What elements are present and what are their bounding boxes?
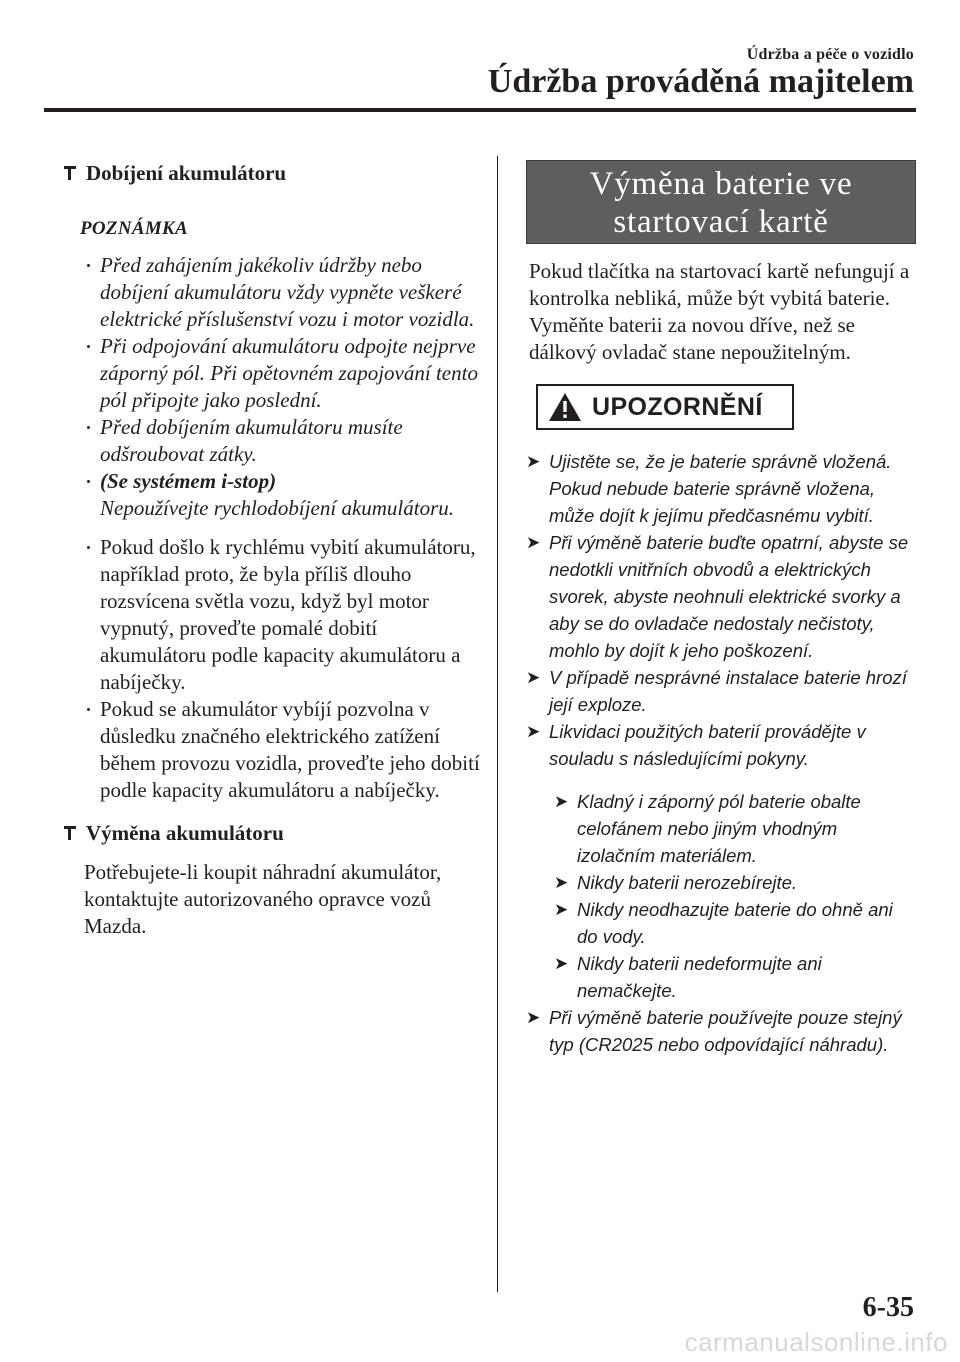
banner-line: Výměna baterie ve: [589, 166, 853, 202]
intro-paragraph: [529, 258, 918, 366]
caution-item: [526, 1004, 918, 1058]
left-column: [62, 160, 480, 940]
caution-box: [536, 384, 794, 430]
watermark: carmanualsonline.info: [684, 1327, 948, 1357]
note-text: Před dobíjením akumulátoru musíte odšroubovat zátky.: [100, 415, 403, 466]
intro-text-2: Vyměňte baterii za novou dříve, než se dálkový ovladač stane nepoužitelným.: [529, 313, 855, 364]
list-item: [62, 696, 480, 804]
caution-text: Nikdy baterii nedeformujte ani nemačkejte.: [577, 953, 822, 1001]
note-list: [62, 252, 480, 522]
right-column: [512, 160, 918, 1058]
arrow-right-icon: ➤: [526, 1008, 541, 1027]
caution-item: [526, 718, 918, 772]
arrow-right-icon: ➤: [554, 900, 569, 919]
section-heading-charging: [62, 160, 480, 187]
caution-text: V případě nesprávné instalace baterie hrozí její exploze.: [549, 667, 907, 715]
section-title: Dobíjení akumulátoru: [86, 161, 287, 185]
caution-text: Při výměně baterie používejte pouze stejný typ (CR2025 nebo odpovídající náhradu).: [549, 1007, 902, 1055]
note-istop-head: (Se systémem i-stop): [100, 469, 277, 493]
arrow-right-icon: ➤: [554, 792, 569, 811]
note-text: Při odpojování akumulátoru odpojte nejprve záporný pól. Při opětovném zapojování tento pól připojte jako poslední.: [100, 334, 478, 412]
caution-item: [526, 448, 918, 529]
page-number: 6-35: [862, 1292, 914, 1323]
header-rule: [44, 108, 916, 112]
column-divider: [497, 156, 498, 1292]
arrow-right-icon: ➤: [526, 452, 541, 471]
bullet-icon: [87, 546, 90, 549]
note-label: POZNÁMKA: [80, 218, 188, 239]
note-item: [62, 468, 480, 522]
list-item-text: Pokud se akumulátor vybíjí pozvolna v důsledku značného elektrického zatížení během provozu vozidla, proveďte jeho dobití podle kapacity akumulátoru a nabíječky.: [100, 697, 480, 802]
arrow-right-icon: ➤: [554, 873, 569, 892]
bullet-icon: [87, 345, 90, 348]
caution-text: Likvidaci použitých baterií provádějte v souladu s následujícími pokyny.: [549, 721, 866, 769]
sub-caution-item: [554, 896, 918, 950]
sub-caution-item: [554, 788, 918, 869]
sub-caution-item: [554, 950, 918, 1004]
section-marker-icon: [64, 826, 76, 840]
list-item-text: Pokud došlo k rychlému vybití akumulátoru, například proto, že byla příliš dlouho rozsvícena světla vozu, když byl motor vypnutý, proveďte pomalé dobití akumulátoru podle kapacity akumulátoru a nabíječky.: [100, 535, 476, 694]
caution-text: Při výměně baterie buďte opatrní, abyste se nedotkli vnitřních obvodů a elektrických svorek, abyste neohnuli elektrické svorky a aby se do ovladače nedostaly nečistoty, mohlo by dojít k jeho poškození.: [549, 532, 909, 661]
warning-triangle-icon: [548, 392, 582, 422]
arrow-right-icon: ➤: [526, 722, 541, 741]
page-title: Údržba prováděná majitelem: [487, 63, 914, 100]
section-marker-icon: [64, 166, 76, 180]
section-title: Výměna akumulátoru: [86, 821, 284, 845]
note-item: [62, 414, 480, 468]
arrow-right-icon: ➤: [526, 533, 541, 552]
caution-text: Kladný i záporný pól baterie obalte celofánem nebo jiným vhodným izolačním materiálem.: [577, 791, 861, 866]
caution-text: Nikdy baterii nerozebírejte.: [577, 872, 798, 893]
section-banner: [526, 160, 916, 244]
list-item: [62, 534, 480, 696]
caution-item: [526, 664, 918, 718]
sub-caution-item: [554, 869, 918, 896]
paragraph: Potřebujete-li koupit náhradní akumulátor, kontaktujte autorizovaného opravce vozů Mazda.: [84, 860, 442, 938]
caution-item: [526, 529, 918, 664]
note-text: Před zahájením jakékoliv údržby nebo dobíjení akumulátoru vždy vypněte veškeré elektrické příslušenství vozu i motor vozidla.: [100, 253, 475, 331]
charging-list: [62, 534, 480, 804]
arrow-right-icon: ➤: [526, 668, 541, 687]
note-istop-text: Nepoužívejte rychlodobíjení akumulátoru.: [100, 496, 455, 520]
arrow-right-icon: ➤: [554, 954, 569, 973]
caution-text: Ujistěte se, že je baterie správně vložená. Pokud nebude baterie správně vložena, může dojít k jejímu předčasnému vybití.: [549, 451, 892, 526]
note-item: [62, 333, 480, 414]
caution-text: Nikdy neodhazujte baterie do ohně ani do vody.: [577, 899, 893, 947]
bullet-icon: [87, 708, 90, 711]
section-heading-replacement: [62, 820, 480, 847]
header-section-name: Údržba a péče o vozidlo: [746, 46, 914, 63]
note-item: [62, 252, 480, 333]
caution-label: UPOZORNĚNÍ: [592, 392, 763, 421]
banner-line: startovací kartě: [613, 204, 829, 240]
caution-list: [526, 448, 918, 1058]
intro-text: Pokud tlačítka na startovací kartě nefungují a kontrolka nebliká, může být vybitá baterie.: [529, 259, 910, 310]
bullet-icon: [87, 264, 90, 267]
bullet-icon: [87, 480, 90, 483]
bullet-icon: [87, 426, 90, 429]
